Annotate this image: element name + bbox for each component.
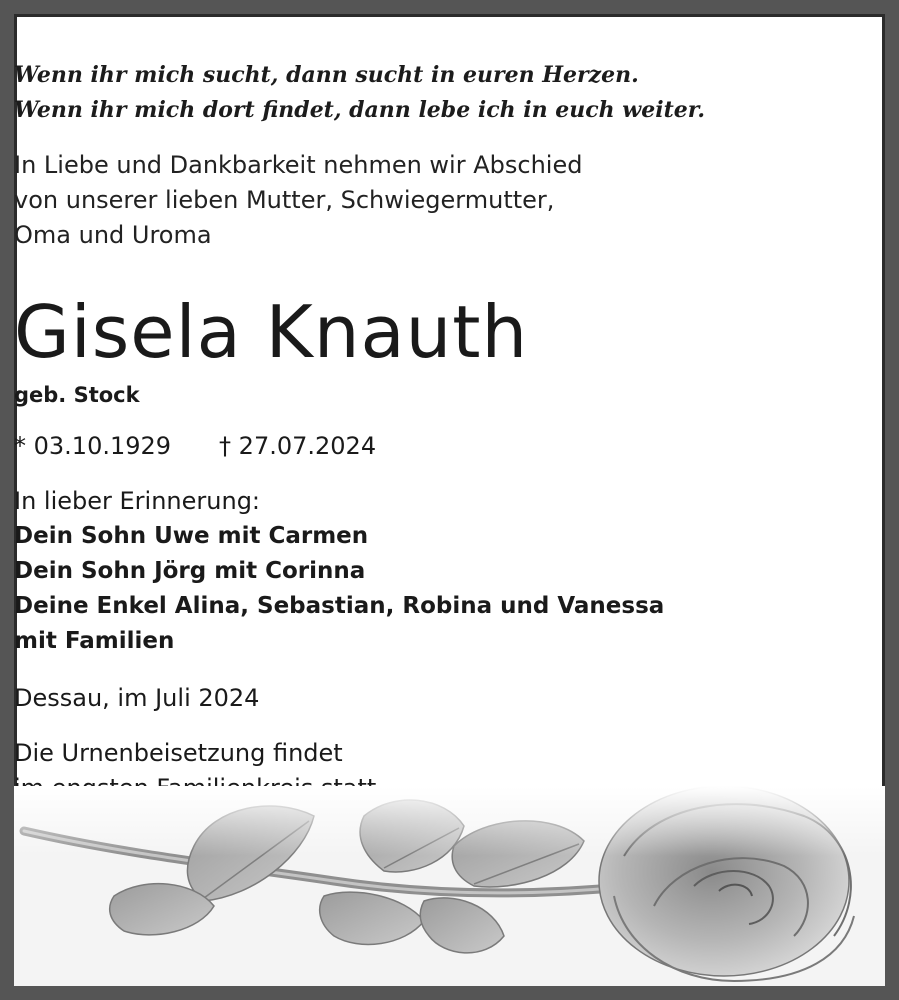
family-line: Dein Sohn Uwe mit Carmen <box>14 523 369 549</box>
rose-icon <box>14 786 885 986</box>
family-line: Dein Sohn Jörg mit Corinna <box>14 558 366 584</box>
birth-date: * 03.10.1929 <box>14 432 172 460</box>
funeral-line: Die Urnenbeisetzung findet <box>14 739 343 767</box>
life-dates <box>14 428 885 464</box>
place-date: Dessau, im Juli 2024 <box>14 684 260 712</box>
motto-quote <box>14 58 885 128</box>
motto-line: Wenn ihr mich sucht, dann sucht in euren Herzen. <box>14 62 639 88</box>
intro-text <box>14 148 885 253</box>
intro-line: von unserer lieben Mutter, Schwiegermutter, <box>14 186 555 214</box>
motto-line: Wenn ihr mich dort findet, dann lebe ich in euch weiter. <box>14 97 705 123</box>
intro-line: In Liebe und Dankbarkeit nehmen wir Abschied <box>14 151 583 179</box>
intro-line: Oma und Uroma <box>14 221 212 249</box>
death-date: † 27.07.2024 <box>219 432 377 460</box>
family-list <box>14 519 885 659</box>
deceased-name: Gisela Knauth <box>14 290 529 374</box>
maiden-name: geb. Stock <box>14 383 140 407</box>
rose-image <box>14 786 885 986</box>
family-line: mit Familien <box>14 628 175 654</box>
family-line: Deine Enkel Alina, Sebastian, Robina und Vanessa <box>14 593 665 619</box>
memory-label: In lieber Erinnerung: <box>14 487 261 515</box>
